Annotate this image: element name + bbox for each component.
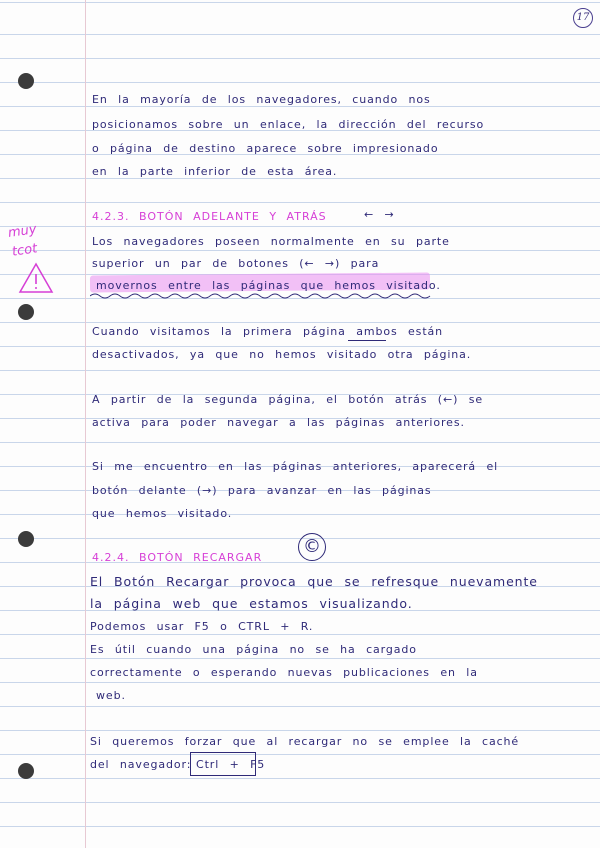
binder-hole <box>18 73 34 89</box>
text-line: que hemos visitado. <box>92 507 233 520</box>
section-heading: 4.2.3. BOTÓN ADELANTE Y ATRÁS <box>92 210 327 223</box>
text-line: posicionamos sobre un enlace, la dirección del recurso <box>92 118 485 131</box>
sticker-line-1: muy <box>7 222 38 241</box>
sticker-line-2: tcot <box>11 241 39 260</box>
page-number: 17 <box>573 8 593 28</box>
warning-triangle-icon <box>18 262 54 294</box>
text-line: El Botón Recargar provoca que se refresque nuevamente <box>90 574 538 589</box>
binder-hole <box>18 304 34 320</box>
text-line: botón delante (→) para avanzar en las páginas <box>92 484 432 497</box>
text-line: Es útil cuando una página no se ha cargado <box>90 643 417 656</box>
binder-hole <box>18 531 34 547</box>
underline-mark <box>348 340 386 341</box>
text-line: Los navegadores poseen normalmente en su parte <box>92 235 450 248</box>
arrows-icon: ← → <box>364 208 395 221</box>
reload-symbol-icon: © <box>298 533 326 561</box>
text-line: En la mayoría de los navegadores, cuando nos <box>92 93 431 106</box>
text-line: desactivados, ya que no hemos visitado otra página. <box>92 348 472 361</box>
text-line: la página web que estamos visualizando. <box>90 596 413 611</box>
text-line-highlighted: movernos entre las páginas que hemos visitado. <box>96 279 441 292</box>
text-line: correctamente o esperando nuevas publicaciones en la <box>90 666 478 679</box>
text-line: activa para poder navegar a las páginas anteriores. <box>92 416 465 429</box>
text-line: Cuando visitamos la primera página ambos están <box>92 325 444 338</box>
text-line: web. <box>96 689 126 702</box>
text-line: superior un par de botones (← →) para <box>92 257 380 270</box>
text-line: Si me encuentro en las páginas anteriores, aparecerá el <box>92 460 499 473</box>
text-line: Si queremos forzar que al recargar no se emplee la caché <box>90 735 520 748</box>
binder-hole <box>18 763 34 779</box>
shortcut-text: Ctrl + F5 <box>196 758 266 771</box>
wavy-underline <box>90 292 435 300</box>
margin-line <box>85 0 86 848</box>
text-line: Podemos usar F5 o CTRL + R. <box>90 620 314 633</box>
text-line: en la parte inferior de esta área. <box>92 165 338 178</box>
text-line: A partir de la segunda página, el botón atrás (←) se <box>92 393 483 406</box>
section-heading: 4.2.4. BOTÓN RECARGAR <box>92 551 263 564</box>
text-line: o página de destino aparece sobre impresionado <box>92 142 439 155</box>
text-line: del navegador: <box>90 758 192 771</box>
